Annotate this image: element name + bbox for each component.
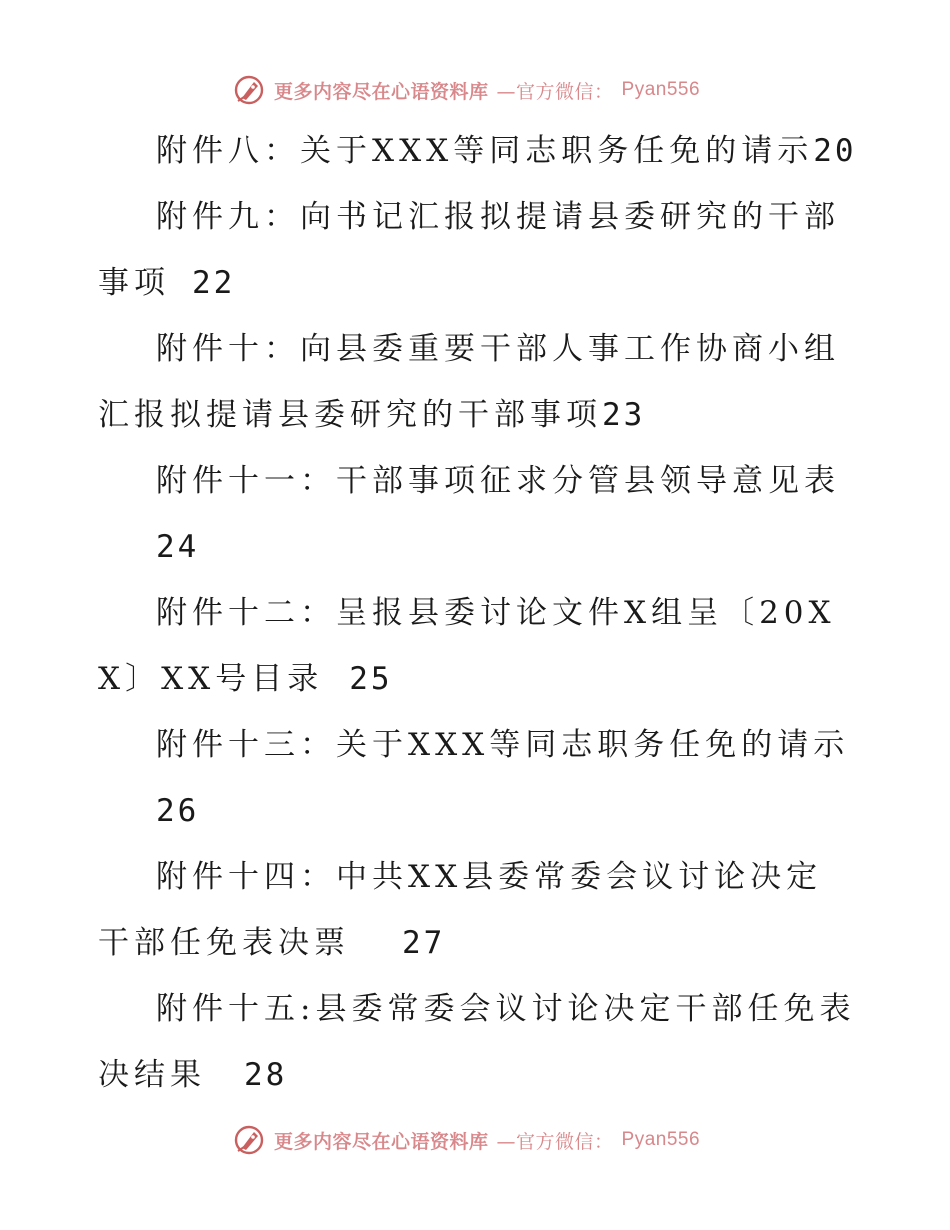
pen-nib-logo-icon xyxy=(232,1123,266,1157)
toc-entry-title: 附件十三：关于XXX等同志职务任免的请示 xyxy=(156,727,850,763)
toc-entry-page-number: 23 xyxy=(602,397,646,433)
toc-entry-9 xyxy=(98,184,858,316)
table-of-contents xyxy=(98,118,858,1108)
toc-entry-15 xyxy=(98,976,858,1108)
watermark-main-text: 更多内容尽在心语资料库 xyxy=(274,80,489,103)
pen-nib-logo-icon xyxy=(232,73,266,107)
toc-entry-title: 附件十四：中共XX县委常委会议讨论决定干部任免表决票 xyxy=(98,859,823,961)
toc-entry-11 xyxy=(98,448,858,580)
toc-entry-page-number: 27 xyxy=(402,925,446,961)
toc-entry-13 xyxy=(98,712,858,844)
toc-entry-title: 附件十一：干部事项征求分管县领导意见表 xyxy=(156,463,840,499)
toc-entry-page-number: 22 xyxy=(192,265,236,301)
toc-entry-title: 附件十五:县委常委会议讨论决定干部任免表决结果 xyxy=(98,991,856,1093)
toc-entry-8 xyxy=(98,118,858,184)
toc-entry-page-number: 26 xyxy=(156,793,200,829)
watermark-tail-text: —官方微信： xyxy=(496,1130,614,1153)
toc-entry-page-number: 20 xyxy=(813,133,857,169)
toc-entry-title: 附件十二：呈报县委讨论文件X组呈〔20XX〕XX号目录 xyxy=(98,595,836,697)
toc-entry-10 xyxy=(98,316,858,448)
toc-entry-12 xyxy=(98,580,858,712)
watermark-handle: Pyan556 xyxy=(621,79,701,100)
toc-entry-title: 附件九：向书记汇报拟提请县委研究的干部事项 xyxy=(98,199,840,301)
watermark-handle: Pyan556 xyxy=(621,1129,701,1150)
watermark-main-text: 更多内容尽在心语资料库 xyxy=(274,1130,489,1153)
toc-entry-14 xyxy=(98,844,858,976)
toc-entry-title: 附件八：关于XXX等同志职务任免的请示 xyxy=(156,133,814,169)
toc-entry-page-number: 25 xyxy=(349,661,393,697)
toc-entry-page-number: 24 xyxy=(156,529,200,565)
header-watermark xyxy=(232,72,700,108)
footer-watermark xyxy=(232,1122,700,1158)
toc-entry-title: 附件十：向县委重要干部人事工作协商小组汇报拟提请县委研究的干部事项 xyxy=(98,331,840,433)
toc-entry-page-number: 28 xyxy=(244,1057,288,1093)
watermark-tail-text: —官方微信： xyxy=(496,80,614,103)
